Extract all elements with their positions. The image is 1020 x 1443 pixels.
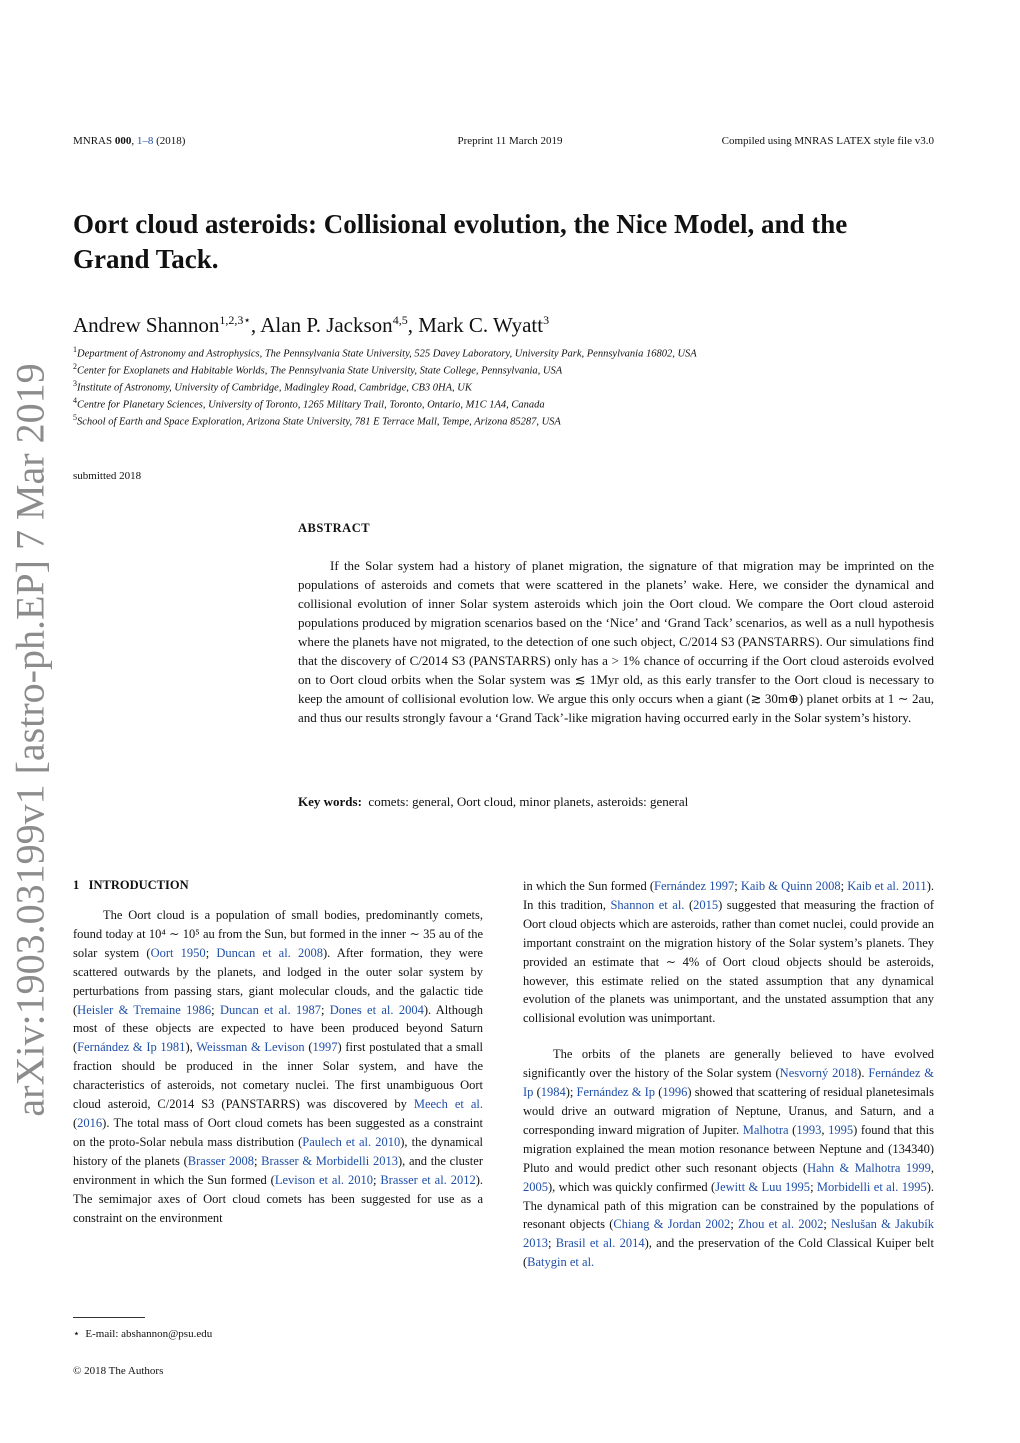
citation-link[interactable]: Brasil et al. 2014	[555, 1236, 645, 1251]
body-text: ) first postulated that a small fraction should be produced in the inner Solar system, and have the characteristics of asteroids, not cometary nuclei. The first unambiguous Oort cloud asteroid, C/2014 S3 (PANSTARRS) was discovered by	[73, 1040, 484, 1112]
body-text: (	[533, 1085, 541, 1100]
title-line-1: Oort cloud asteroids: Collisional evolution, the Nice Model, and the	[73, 209, 848, 239]
citation-link[interactable]: Duncan et al. 1987	[219, 1002, 321, 1017]
running-header-right	[722, 135, 934, 147]
citation-link[interactable]: Zhou et al. 2002	[738, 1217, 824, 1232]
citation-link[interactable]: Hahn & Malhotra 1999	[807, 1160, 931, 1175]
author-name: Alan P. Jackson	[260, 313, 393, 337]
citation-link[interactable]: Shannon et al.	[610, 897, 685, 912]
keywords	[298, 794, 934, 810]
preprint-date: Preprint 11 March 2019	[457, 135, 563, 147]
body-text: ,	[821, 1122, 829, 1137]
abstract-heading: ABSTRACT	[298, 521, 371, 535]
body-text: ;	[730, 1217, 739, 1232]
body-text: The Oort cloud is a population of small bodies, predominantly comets, found today at 10⁴ ∼ 10⁵ au from the Sun, but formed in the inner ∼ 35 au of the solar system (	[73, 908, 483, 960]
body-text: ). Although most of these objects are expected to have been produced beyond Saturn (	[73, 1002, 483, 1055]
affiliation-number: 3	[73, 379, 77, 388]
body-text: ). After formation, they were scattered outwards by the planets, and lodged in the outer solar system by perturbations from passing stars, giant molecular clouds, and the galactic tide (	[73, 945, 483, 1017]
author-name: Mark C. Wyatt	[418, 313, 544, 337]
affiliation-number: 5	[73, 413, 77, 422]
body-text: ;	[840, 879, 848, 893]
body-text: ;	[548, 1236, 556, 1251]
citation-link[interactable]: Paulech et al. 2010	[302, 1134, 401, 1149]
affiliation-line	[73, 379, 472, 394]
citation-link[interactable]: 1997	[312, 1040, 338, 1055]
body-text: ) showed that scattering of residual planetesimals would drive an outward migration of Neptune, Uranus, and Saturn, and a corresponding inward migration of Jupiter.	[523, 1085, 934, 1137]
title-line-2: Grand Tack.	[73, 244, 219, 274]
body-text: ) found that this migration explained the mean motion resonance between Neptune and (134340) Pluto and would predict other such resonant objects (	[523, 1122, 935, 1175]
affiliation-line	[73, 396, 545, 411]
citation-link[interactable]: Brasser 2008	[187, 1153, 254, 1168]
abstract-body	[298, 556, 934, 727]
citation-link[interactable]: Duncan et al. 2008	[216, 945, 323, 960]
author-email[interactable]: E-mail: abshannon@psu.edu	[85, 1328, 213, 1340]
body-text: The orbits of the planets are generally believed to have evolved significantly over the history of the Solar system (	[523, 1047, 934, 1081]
body-text: ;	[320, 1002, 330, 1017]
submitted-note: submitted 2018	[73, 470, 142, 482]
footnote	[73, 1327, 212, 1340]
citation-link[interactable]: Brasser & Morbidelli 2013	[261, 1153, 398, 1168]
citation-link[interactable]: Weissman & Levison	[196, 1040, 305, 1055]
body-text: ). The total mass of Oort cloud comets has been suggested as a constraint on the proto-Solar nebula mass distribution (	[73, 1115, 483, 1149]
affiliation-text: Center for Exoplanets and Habitable Worlds, The Pennsylvania State University, State College, Pennsylvania, USA	[77, 365, 563, 377]
compiled-suffix: style file v3.0	[871, 135, 934, 147]
compiled-prefix: Compiled using MNRAS	[721, 135, 837, 147]
journal-year: (2018)	[156, 135, 186, 147]
body-text: ).	[857, 1066, 869, 1081]
citation-link[interactable]: 1996	[662, 1085, 688, 1100]
author-separator: ,	[407, 313, 419, 337]
running-header-left: MNRAS 000, 1–8 (2018)	[73, 135, 186, 147]
citation-link[interactable]: Morbidelli et al. 1995	[816, 1179, 927, 1194]
author-list	[73, 313, 549, 338]
footnote-rule	[73, 1317, 145, 1318]
copyright-notice: © 2018 The Authors	[73, 1365, 164, 1377]
citation-link[interactable]: Kaib & Quinn 2008	[740, 879, 841, 893]
affiliation-text: Institute of Astronomy, University of Cambridge, Madingley Road, Cambridge, CB3 0HA, UK	[77, 382, 472, 394]
citation-link[interactable]: Fernández 1997	[654, 879, 735, 893]
body-text: ;	[253, 1153, 262, 1168]
arxiv-sidebar	[0, 363, 60, 1117]
body-text: );	[565, 1085, 577, 1100]
body-text: ;	[823, 1217, 832, 1232]
citation-link[interactable]: 1995	[828, 1122, 854, 1137]
body-text: ). In this tradition,	[523, 879, 934, 912]
affiliation-line	[73, 345, 697, 360]
citation-link[interactable]: Jewitt & Luu 1995	[715, 1179, 811, 1194]
author-name: Andrew Shannon	[73, 313, 220, 337]
citation-link[interactable]: Fernández & Ip	[523, 1066, 934, 1100]
author-affiliation-marks: 3	[543, 313, 550, 327]
body-text: ), which was quickly confirmed (	[548, 1179, 716, 1194]
body-text: (	[304, 1040, 313, 1055]
section-number: 1	[73, 878, 80, 892]
latex-logo: LATEX	[836, 135, 872, 147]
citation-link[interactable]: Kaib et al. 2011	[847, 879, 927, 893]
citation-link[interactable]: Malhotra	[742, 1122, 789, 1137]
keywords-label: Key words:	[298, 794, 362, 809]
citation-link[interactable]: Fernández & Ip	[576, 1085, 656, 1100]
body-text: ), and the cluster environment in which the Sun formed (	[73, 1153, 483, 1187]
page-range-link[interactable]: 1–8	[136, 135, 154, 147]
right-column-text	[523, 877, 934, 1272]
body-text: ). The semimajor axes of Oort cloud comets has been suggested for use as a constraint on the environment	[73, 1172, 483, 1225]
journal-name: MNRAS	[73, 135, 113, 147]
body-text: (	[73, 1115, 78, 1130]
citation-link[interactable]: 1993	[796, 1122, 822, 1137]
arxiv-identifier[interactable]: arXiv:1903.03199v1 [astro-ph.EP] 7 Mar 2019	[7, 363, 53, 1117]
affiliation-line	[73, 362, 562, 377]
body-text: ;	[211, 1002, 220, 1017]
body-text: ,	[930, 1160, 934, 1175]
citation-link[interactable]: Brasser et al. 2012	[380, 1172, 476, 1187]
body-text: ). The dynamical path of this migration can be constrained by the populations of resonant objects (	[523, 1179, 934, 1232]
citation-link[interactable]: 2015	[693, 897, 719, 912]
journal-volume: 000	[114, 135, 132, 147]
body-text: ), the dynamical history of the planets (	[73, 1134, 484, 1168]
body-text: ), and the preservation of the Cold Classical Kuiper belt (	[523, 1236, 934, 1270]
body-text: ;	[205, 945, 217, 960]
citation-link[interactable]: Heisler & Tremaine 1986	[77, 1002, 212, 1017]
affiliation-text: Centre for Planetary Sciences, University of Toronto, 1265 Military Trail, Toronto, Ontario, M1C 1A4, Canada	[77, 399, 545, 411]
body-text: (	[655, 1085, 663, 1100]
affiliation-text: School of Earth and Space Exploration, Arizona State University, 781 E Terrace Mall, Tempe, Arizona 85287, USA	[77, 416, 561, 428]
author-affiliation-marks: 4,5	[392, 313, 408, 327]
body-text: (	[788, 1122, 797, 1137]
citation-link[interactable]: Fernández & Ip 1981	[77, 1040, 186, 1055]
citation-link[interactable]: Batygin et al.	[527, 1255, 595, 1270]
abstract-text: If the Solar system had a history of planet migration, the signature of that migration may be imprinted on the populations of asteroids and comets that were scattered in the planets’ wake. Here, we consider the dynamical and collisional evolution of inner Solar system asteroids which join the Oort cloud. We compare the Oort cloud asteroid populations produced by migration scenarios based on the ‘Nice’ and ‘Grand Tack’ scenarios, as well as a null hypothesis where the planets have not migrated, to the detection of one such object, C/2014 S3 (PANSTARRS). Our simulations find that the discovery of C/2014 S3 (PANSTARRS) only has a > 1% chance of occurring if the Oort cloud asteroids evolved on to Oort cloud orbits when the Solar system was ≲ 1Myr old, as this early transfer to the Oort cloud is necessary to keep the amount of collisional evolution low. We argue this only occurs when a giant (≳ 30m⊕) planet orbits at 1 ∼ 2au, and thus our results strongly favour a ‘Grand Tack’-like migration having occurred early in the Solar system’s history.	[298, 558, 934, 725]
paragraph	[73, 906, 483, 1227]
author-affiliation-marks: 1,2,3⋆	[219, 313, 251, 327]
body-text: in which the Sun formed (	[523, 879, 655, 893]
citation-link[interactable]: 1984	[540, 1085, 566, 1100]
affiliation-line	[73, 413, 561, 428]
affiliation-text: Department of Astronomy and Astrophysics, The Pennsylvania State University, 525 Davey Laboratory, University Park, Pennsylvania 16802, USA	[77, 348, 697, 360]
body-text: ;	[372, 1172, 381, 1187]
citation-link[interactable]: 2005	[523, 1179, 548, 1194]
citation-link[interactable]: 2016	[77, 1115, 103, 1130]
affiliation-number: 1	[73, 345, 77, 354]
body-text: ;	[810, 1179, 817, 1194]
affiliation-number: 4	[73, 396, 77, 405]
author-separator: ,	[250, 313, 261, 337]
citation-link[interactable]: Chiang & Jordan 2002	[613, 1217, 731, 1232]
affiliation-number: 2	[73, 362, 77, 371]
body-text: (	[684, 897, 694, 912]
section-title: INTRODUCTION	[88, 878, 189, 892]
body-text: ),	[185, 1040, 197, 1055]
body-text: ) suggested that measuring the fraction of Oort cloud objects which are asteroids, rather than comet nuclei, could provide an important constraint on the migration history of the Solar system’s planets. They provided an estimate that ∼ 4% of Oort cloud objects should be asteroids, however, this estimate relied on the stated assumption that any dynamical evolution of the planets was unimportant, and the unstated assumption that any collisional evolution was unimportant.	[523, 897, 935, 1026]
citation-link[interactable]: Oort 1950	[150, 945, 206, 960]
section-heading-introduction	[73, 878, 189, 893]
paragraph	[523, 1045, 934, 1272]
paragraph	[523, 877, 934, 1028]
paper-title	[73, 207, 943, 277]
keywords-text: comets: general, Oort cloud, minor planets, asteroids: general	[368, 794, 689, 809]
footnote-mark: ⋆	[73, 1328, 80, 1340]
left-column-text	[73, 906, 483, 1227]
citation-link[interactable]: Levison et al. 2010	[274, 1172, 373, 1187]
citation-link[interactable]: Nesvorný 2018	[779, 1066, 858, 1081]
citation-link[interactable]: Meech et al.	[413, 1097, 483, 1112]
citation-link[interactable]: Dones et al. 2004	[329, 1002, 424, 1017]
body-text: ;	[734, 879, 741, 893]
citation-link[interactable]: Neslušan & Jakubík 2013	[523, 1217, 934, 1251]
